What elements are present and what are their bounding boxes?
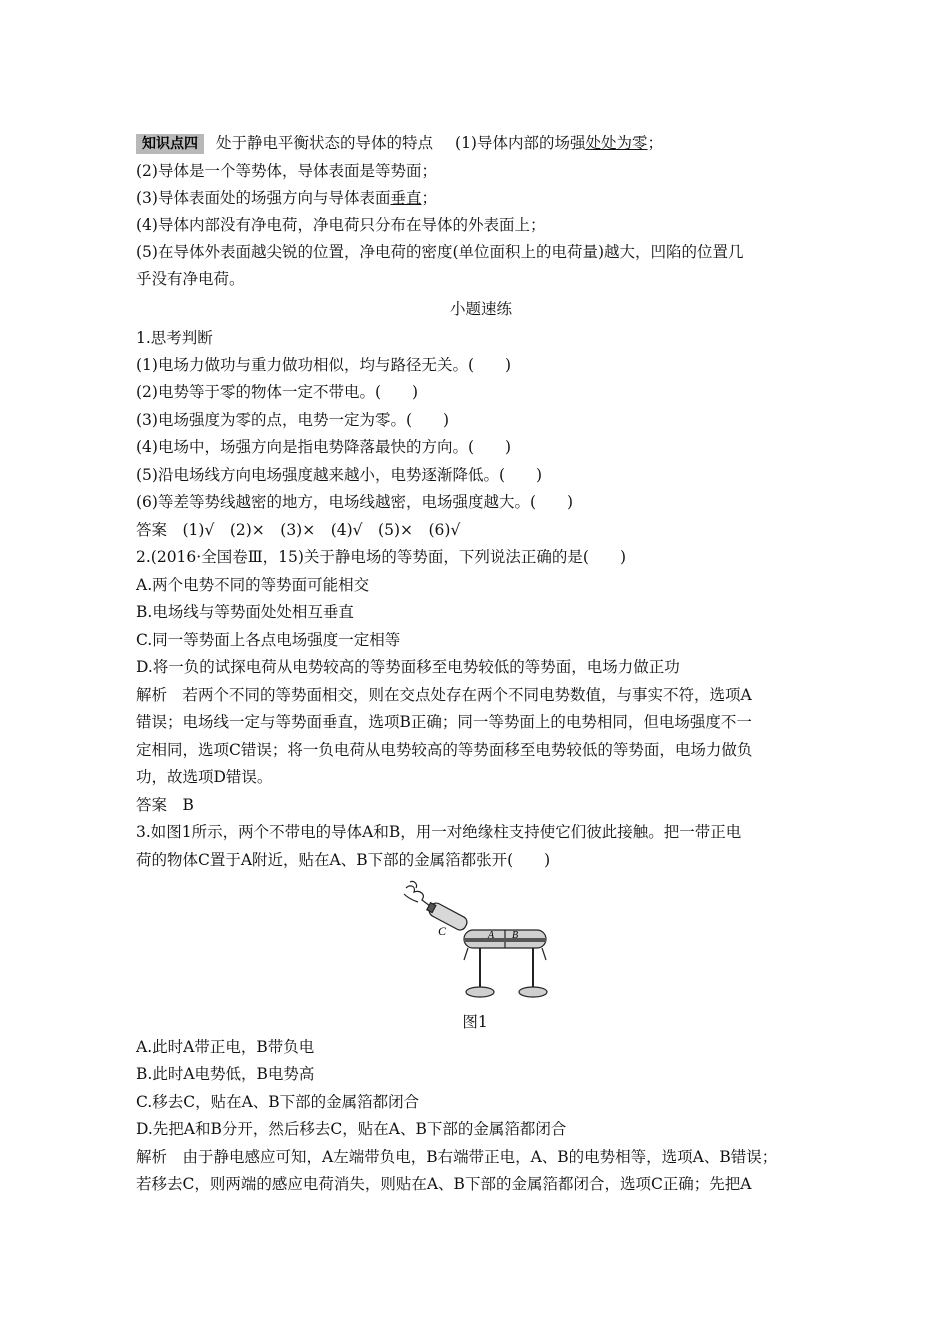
q2-option-a: A.两个电势不同的等势面可能相交 <box>136 576 370 594</box>
label-a: A <box>488 930 495 941</box>
kp4-heading <box>136 132 826 154</box>
q2-analysis-1: 解析 若两个不同的等势面相交，则在交点处存在两个不同电势数值，与事实不符，选项A <box>136 686 752 704</box>
label-c: C <box>438 924 447 938</box>
q3-stem-1: 3.如图1所示，两个不带电的导体A和B，用一对绝缘柱支持使它们彼此接触。把一带正电 <box>136 823 742 841</box>
q1-item-2: (2)电势等于零的物体一定不带电。( ) <box>136 383 419 401</box>
q2-analysis-2: 错误；电场线一定与等势面垂直，选项B正确；同一等势面上的电势相同，但电场强度不一 <box>136 713 752 731</box>
knowledge-point-badge: 知识点四 <box>136 134 204 154</box>
q2-analysis-4: 功，故选项D错误。 <box>136 768 273 786</box>
q1-item-4: (4)电场中，场强方向是指电势降落最快的方向。( ) <box>136 438 512 456</box>
q1-item-5: (5)沿电场线方向电场强度越来越小，电势逐渐降低。( ) <box>136 466 543 484</box>
label-b: B <box>512 930 519 941</box>
q3-option-a: A.此时A带正电，B带负电 <box>136 1038 315 1056</box>
q2-option-d: D.将一负的试探电荷从电势较高的等势面移至电势较低的等势面，电场力做正功 <box>136 658 680 676</box>
kp4-title: 处于静电平衡状态的导体的特点 <box>216 134 434 152</box>
figure-caption: 图1 <box>462 1013 488 1031</box>
kp4-p1-underlined: 处处为零 <box>585 134 648 152</box>
q1-head: 1.思考判断 <box>136 329 213 347</box>
kp4-point-5b: 乎没有净电荷。 <box>136 270 245 288</box>
q2-stem: 2.(2016·全国卷Ⅲ，15)关于静电场的等势面，下列说法正确的是( ) <box>136 548 627 566</box>
section-title: 小题速练 <box>449 300 512 318</box>
kp4-p3-underlined: 垂直 <box>390 189 422 207</box>
q1-item-6: (6)等差等势线越密的地方，电场线越密，电场强度越大。( ) <box>136 493 574 511</box>
kp4-point-2: (2)导体是一个等势体，导体表面是等势面； <box>136 162 437 180</box>
kp4-p3-pre: (3)导体表面处的场强方向与导体表面 <box>136 189 391 207</box>
q3-stem-2: 荷的物体C置于A附近，贴在A、B下部的金属箔都张开( ) <box>136 851 551 869</box>
q2-option-c: C.同一等势面上各点电场强度一定相等 <box>136 631 401 649</box>
q3-option-d: D.先把A和B分开，然后移去C，贴在A、B下部的金属箔都闭合 <box>136 1120 567 1138</box>
conductor-figure <box>400 880 560 1002</box>
kp4-point-3 <box>136 187 826 209</box>
q1-answer: 答案 (1)√ (2)× (3)× (4)√ (5)× (6)√ <box>136 521 461 539</box>
q3-analysis-1: 解析 由于静电感应可知，A左端带负电，B右端带正电，A、B的电势相等，选项A、B错误； <box>136 1148 778 1166</box>
q1-item-3: (3)电场强度为零的点，电势一定为零。( ) <box>136 411 450 429</box>
kp4-p3-post: ； <box>421 189 437 207</box>
kp4-point-4: (4)导体内部没有净电荷，净电荷只分布在导体的外表面上； <box>136 216 546 234</box>
kp4-p1-pre: (1)导体内部的场强 <box>455 134 586 152</box>
q1-item-1: (1)电场力做功与重力做功相似，均与路径无关。( ) <box>136 356 512 374</box>
q3-option-b: B.此时A电势低，B电势高 <box>136 1065 315 1083</box>
q2-answer: 答案 B <box>136 796 194 814</box>
q2-option-b: B.电场线与等势面处处相互垂直 <box>136 603 354 621</box>
q2-analysis-3: 定相同，选项C错误；将一负电荷从电势较高的等势面移至电势较低的等势面，电场力做负 <box>136 741 753 759</box>
q3-analysis-2: 若移去C，则两端的感应电荷消失，则贴在A、B下部的金属箔都闭合，选项C正确；先把A <box>136 1175 752 1193</box>
kp4-point-5a: (5)在导体外表面越尖锐的位置，净电荷的密度(单位面积上的电荷量)越大，凹陷的位置几 <box>136 243 744 261</box>
kp4-p1-post: ； <box>647 134 664 152</box>
q3-option-c: C.移去C，贴在A、B下部的金属箔都闭合 <box>136 1093 420 1111</box>
